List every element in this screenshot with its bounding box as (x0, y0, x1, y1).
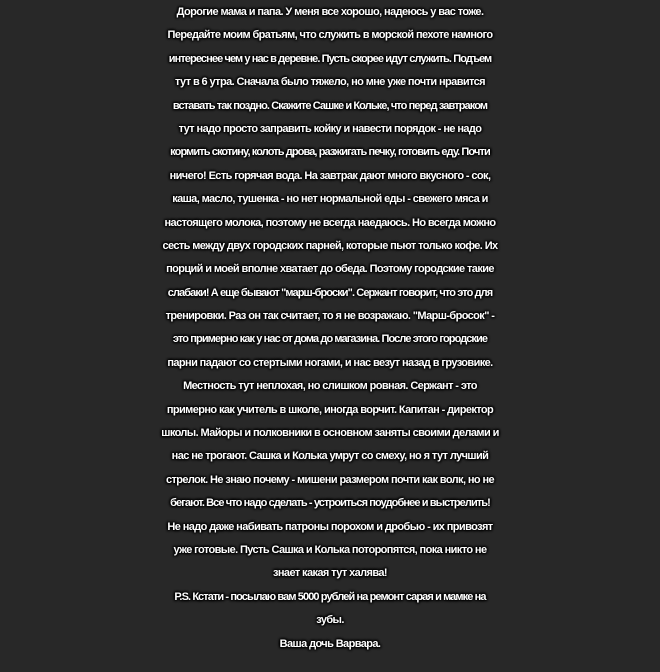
letter-line: ничего! Есть горячая вода. На завтрак дают много вкусного - сок, (169, 169, 491, 182)
letter-line: порций и моей вполне хватает до обеда. Поэтому городские такие (166, 263, 494, 276)
letter-line: настоящего молока, поэтому не всегда наедаюсь. Но всегда можно (164, 216, 496, 229)
letter-line: знает какая тут халява! (273, 567, 387, 580)
letter-line: школы. Майоры и полковники в основном заняты своими делами и (161, 427, 499, 440)
letter-line: примерно как учитель в школе, иногда ворчит. Капитан - директор (166, 403, 494, 416)
letter-line: стрелок. Не знаю почему - мишени размером почти как волк, но не (165, 473, 495, 486)
letter-line: тренировки. Раз он так считает, то я не возражаю. "Марш-бросок" - (165, 310, 495, 323)
letter-line: слабаки! А еще бывают "марш-броски". Сержант говорит, что это для (167, 286, 493, 299)
letter-line: тут надо просто заправить койку и навести порядок - не надо (178, 122, 482, 135)
letter-line: Дорогие мама и папа. У меня все хорошо, надеюсь у вас тоже. (176, 6, 484, 18)
letter-line: интереснее чем у нас в деревне. Пусть скорее идут служить. Подъем (168, 52, 492, 65)
letter-text (0, 1, 660, 656)
letter-line: тут в 6 утра. Сначала было тяжело, но мне уже почти нравится (174, 76, 485, 89)
letter-line: уже готовые. Пусть Сашка и Колька поторопятся, пока никто не (173, 543, 487, 556)
letter-line: нас не трогают. Сашка и Колька умрут со смеху, но я тут лучший (171, 450, 489, 463)
letter-line: сесть между двух городских парней, которые пьют только кофе. Их (162, 239, 498, 252)
letter-line: P.S. Кстати - посылаю вам 5000 рублей на ремонт сарая и мамке на (174, 590, 486, 603)
letter-line: Передайте моим братьям, что служить в морской пехоте намного (167, 29, 493, 42)
letter-line: Не надо даже набивать патроны порохом и дробью - их привозят (167, 520, 493, 533)
letter-line: парни падают со стертыми ногами, и нас везут назад в грузовике. (167, 356, 493, 369)
letter-line: каша, масло, тушенка - но нет нормальной еды - свежего мяса и (172, 193, 488, 206)
letter-signature: Ваша дочь Варвара. (279, 637, 381, 650)
letter-line: кормить скотину, колоть дрова, разжигать печку, готовить еду. Почти (170, 146, 490, 159)
letter-line: зубы. (316, 614, 344, 627)
letter-line: Местность тут неплохая, но слишком ровная. Сержант - это (183, 380, 477, 393)
letter-line: бегают. Все что надо сделать - устроиться поудобнее и выстрелить! (170, 497, 490, 510)
letter-line: вставать так поздно. Скажите Сашке и Кольке, что перед завтраком (172, 99, 488, 112)
letter-line: это примерно как у нас от дома до магазина. После этого городские (172, 333, 488, 346)
